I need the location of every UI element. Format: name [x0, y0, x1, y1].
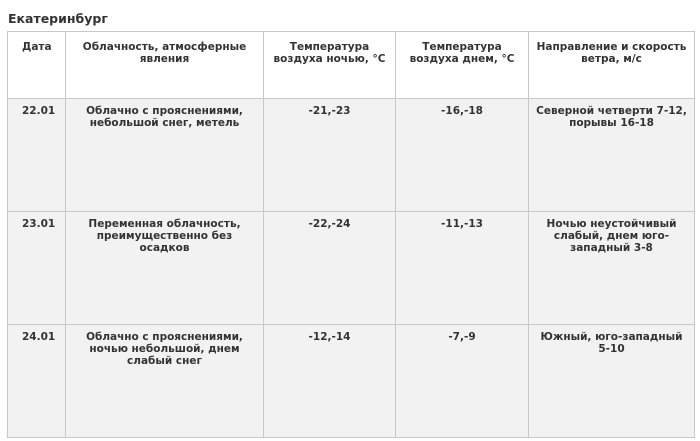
- cell-clouds: Облачно с прояснениями, ночью небольшой, днем слабый снег: [66, 325, 264, 438]
- table-row: [8, 99, 695, 212]
- cell-wind: Северной четверти 7-12, порывы 16-18: [529, 99, 695, 212]
- header-date: Дата: [8, 32, 66, 99]
- header-night-temp: Температура воздуха ночью, °С: [264, 32, 396, 99]
- cell-day-temp: -16,-18: [396, 99, 529, 212]
- header-clouds: Облачность, атмосферные явления: [66, 32, 264, 99]
- cell-wind: Ночью неустойчивый слабый, днем юго-западный 3-8: [529, 212, 695, 325]
- table-row: [8, 325, 695, 438]
- forecast-table: [7, 31, 695, 438]
- cell-date: 24.01: [8, 325, 66, 438]
- table-header-row: [8, 32, 695, 99]
- cell-date: 23.01: [8, 212, 66, 325]
- cell-night-temp: -12,-14: [264, 325, 396, 438]
- cell-night-temp: -22,-24: [264, 212, 396, 325]
- cell-day-temp: -11,-13: [396, 212, 529, 325]
- cell-clouds: Облачно с прояснениями, небольшой снег, метель: [66, 99, 264, 212]
- cell-date: 22.01: [8, 99, 66, 212]
- cell-night-temp: -21,-23: [264, 99, 396, 212]
- city-title: Екатеринбург: [8, 11, 108, 26]
- cell-clouds: Переменная облачность, преимущественно без осадков: [66, 212, 264, 325]
- header-day-temp: Температура воздуха днем, °С: [396, 32, 529, 99]
- table-row: [8, 212, 695, 325]
- header-wind: Направление и скорость ветра, м/с: [529, 32, 695, 99]
- cell-day-temp: -7,-9: [396, 325, 529, 438]
- cell-wind: Южный, юго-западный 5-10: [529, 325, 695, 438]
